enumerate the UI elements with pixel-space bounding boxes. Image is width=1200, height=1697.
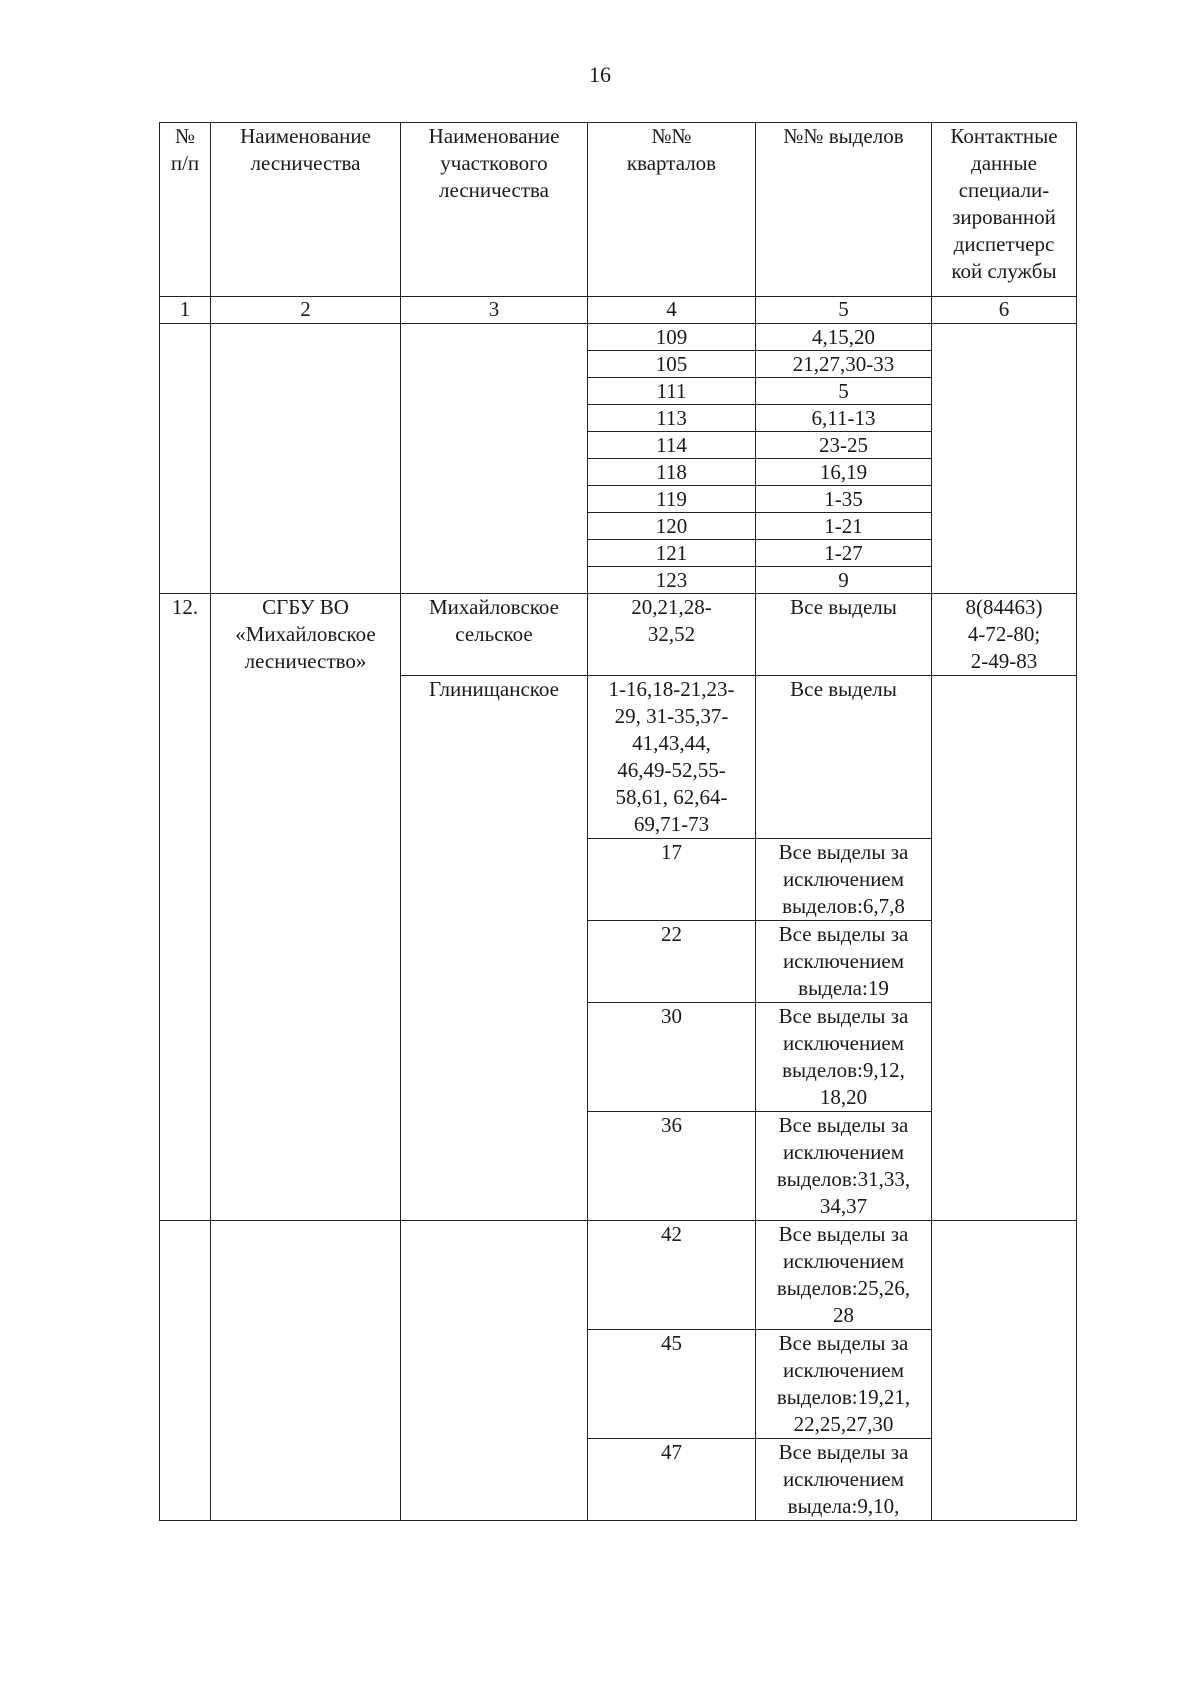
cell-vydely: 1-27 (756, 540, 932, 567)
column-number: 6 (932, 297, 1077, 324)
cell-kvartal: 120 (588, 513, 756, 540)
cell-vydely: 23-25 (756, 432, 932, 459)
header-lesnichestvo: Наименование лесничества (211, 123, 401, 297)
cell-kvartal: 42 (588, 1221, 756, 1330)
forestry-table (159, 122, 1077, 1521)
header-kvartaly: №№ кварталов (588, 123, 756, 297)
cell-kvartal: 105 (588, 351, 756, 378)
cell-vydely: 5 (756, 378, 932, 405)
cell-kvartal: 111 (588, 378, 756, 405)
table-row (160, 324, 1077, 351)
cell-kvartal: 17 (588, 839, 756, 921)
cell-entry-number: 12. (160, 594, 211, 1221)
cell-vydely: Все выделы за исключением выдела:19 (756, 921, 932, 1003)
cell-vydely: 21,27,30-33 (756, 351, 932, 378)
cell-lesnichestvo-empty (211, 1221, 401, 1521)
cell-kvartal: 109 (588, 324, 756, 351)
header-number: № п/п (160, 123, 211, 297)
header-contacts: Контактные данные специали- зированной диспетчерс кой службы (932, 123, 1077, 297)
column-number: 1 (160, 297, 211, 324)
cell-vydely: Все выделы (756, 676, 932, 839)
cell-kvartal: 121 (588, 540, 756, 567)
cell-kvartal: 123 (588, 567, 756, 594)
cell-vydely: Все выделы за исключением выделов:6,7,8 (756, 839, 932, 921)
cell-vydely: 4,15,20 (756, 324, 932, 351)
cell-uchastkovoe-empty (401, 324, 588, 594)
cell-lesnichestvo-empty (211, 324, 401, 594)
column-number-row (160, 297, 1077, 324)
cell-vydely: Все выделы за исключением выдела:9,10, (756, 1439, 932, 1521)
cell-uchastkovoe: Михайловское сельское (401, 594, 588, 676)
cell-vydely: 9 (756, 567, 932, 594)
cell-kvartal: 114 (588, 432, 756, 459)
table-header-row (160, 123, 1077, 297)
cell-vydely: Все выделы за исключением выделов:25,26, 28 (756, 1221, 932, 1330)
header-vydely: №№ выделов (756, 123, 932, 297)
cell-vydely: 6,11-13 (756, 405, 932, 432)
cell-kvartal: 118 (588, 459, 756, 486)
cell-vydely: 1-21 (756, 513, 932, 540)
cell-uchastkovoe: Глинищанское (401, 676, 588, 1221)
cell-vydely: 16,19 (756, 459, 932, 486)
cell-kvartal: 30 (588, 1003, 756, 1112)
cell-number-empty (160, 1221, 211, 1521)
cell-kvartal: 119 (588, 486, 756, 513)
cell-kvartaly: 20,21,28- 32,52 (588, 594, 756, 676)
page-number: 16 (589, 62, 611, 87)
cell-contact-empty (932, 676, 1077, 1221)
cell-lesnichestvo: СГБУ ВО «Михайловское лесничество» (211, 594, 401, 1221)
cell-contact: 8(84463) 4-72-80; 2-49-83 (932, 594, 1077, 676)
cell-uchastkovoe-empty (401, 1221, 588, 1521)
cell-vydely: Все выделы (756, 594, 932, 676)
cell-kvartal: 45 (588, 1330, 756, 1439)
column-number: 2 (211, 297, 401, 324)
header-uchastkovoe: Наименование участкового лесничества (401, 123, 588, 297)
cell-contact-empty (932, 1221, 1077, 1521)
cell-vydely: 1-35 (756, 486, 932, 513)
cell-kvartal: 22 (588, 921, 756, 1003)
cell-vydely: Все выделы за исключением выделов:31,33, 34,37 (756, 1112, 932, 1221)
table-row (160, 1221, 1077, 1330)
cell-kvartal: 47 (588, 1439, 756, 1521)
cell-kvartal: 113 (588, 405, 756, 432)
table-row (160, 594, 1077, 676)
cell-number-empty (160, 324, 211, 594)
column-number: 3 (401, 297, 588, 324)
column-number: 5 (756, 297, 932, 324)
cell-vydely: Все выделы за исключением выделов:9,12, 18,20 (756, 1003, 932, 1112)
cell-kvartaly: 1-16,18-21,23- 29, 31-35,37- 41,43,44, 46,49-52,55- 58,61, 62,64- 69,71-73 (588, 676, 756, 839)
cell-vydely: Все выделы за исключением выделов:19,21, 22,25,27,30 (756, 1330, 932, 1439)
column-number: 4 (588, 297, 756, 324)
cell-kvartal: 36 (588, 1112, 756, 1221)
cell-contact-empty (932, 324, 1077, 594)
